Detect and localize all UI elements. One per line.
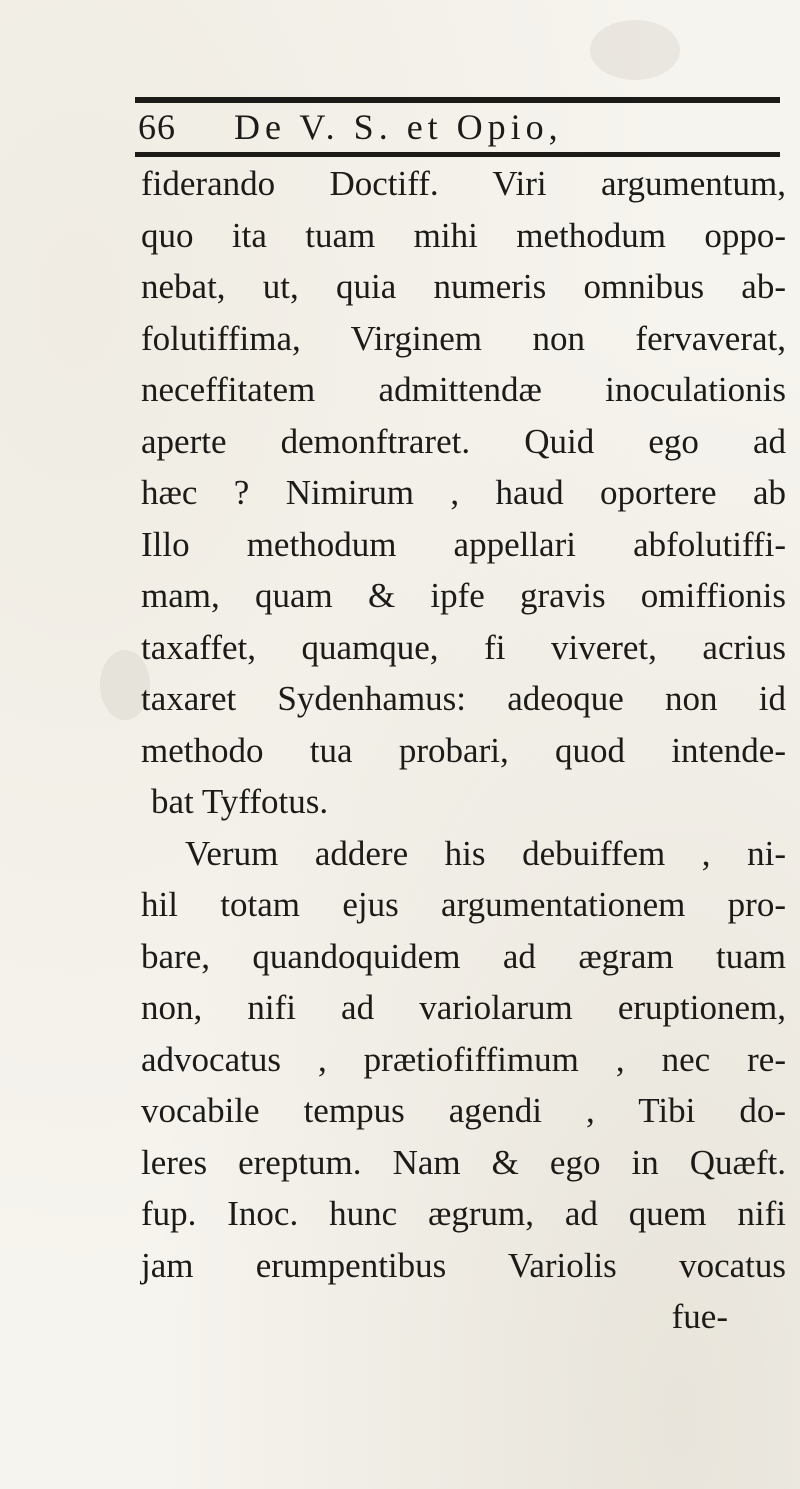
text-line: vocabile tempus agendi , Tibi do-	[141, 1091, 786, 1130]
text-line: leres ereptum. Nam & ego in Quæft.	[141, 1142, 786, 1182]
running-title: De V. S. et Opio,	[234, 107, 563, 147]
page-number: 66	[138, 107, 176, 147]
text-line: bare, quandoquidem ad ægram tuam	[141, 936, 786, 976]
text-line: fiderando Doctiff. Viri argumentum,	[141, 164, 786, 203]
text-line: Illo methodum appellari abfolutiffi-	[141, 524, 786, 564]
text-line: taxaffet, quamque, fi viveret, acrius	[141, 627, 786, 667]
text-line: folutiffima, Virginem non fervaverat,	[141, 318, 786, 358]
text-line: aperte demonftraret. Quid ego ad	[141, 421, 786, 461]
header-rule-bottom	[135, 152, 780, 157]
text-line: taxaret Sydenhamus: adeoque non id	[141, 679, 786, 718]
running-header	[138, 103, 778, 151]
text-line: fup. Inoc. hunc ægrum, ad quem nifi	[141, 1194, 786, 1233]
paper-stain	[590, 20, 680, 80]
text-line: mam, quam & ipfe gravis omiffionis	[141, 576, 786, 615]
text-line-paragraph-start: Verum addere his debuiffem , ni-	[185, 833, 786, 873]
text-line: nebat, ut, quia numeris omnibus ab-	[141, 267, 786, 306]
text-line: non, nifi ad variolarum eruptionem,	[141, 988, 786, 1027]
text-line: methodo tua probari, quod intende-	[141, 730, 786, 770]
text-line-paragraph-end: bat Tyffotus.	[151, 782, 329, 821]
catchword: fue-	[671, 1297, 728, 1336]
text-line: hæc ? Nimirum , haud oportere ab	[141, 473, 786, 512]
text-line: hil totam ejus argumentationem pro-	[141, 885, 786, 924]
text-line: neceffitatem admittendæ inoculationis	[141, 370, 786, 409]
text-line: jam erumpentibus Variolis vocatus	[141, 1245, 786, 1285]
text-line: advocatus , prætiofiffimum , nec re-	[141, 1039, 786, 1079]
text-line: quo ita tuam mihi methodum oppo-	[141, 215, 786, 255]
body-text	[141, 158, 786, 1343]
